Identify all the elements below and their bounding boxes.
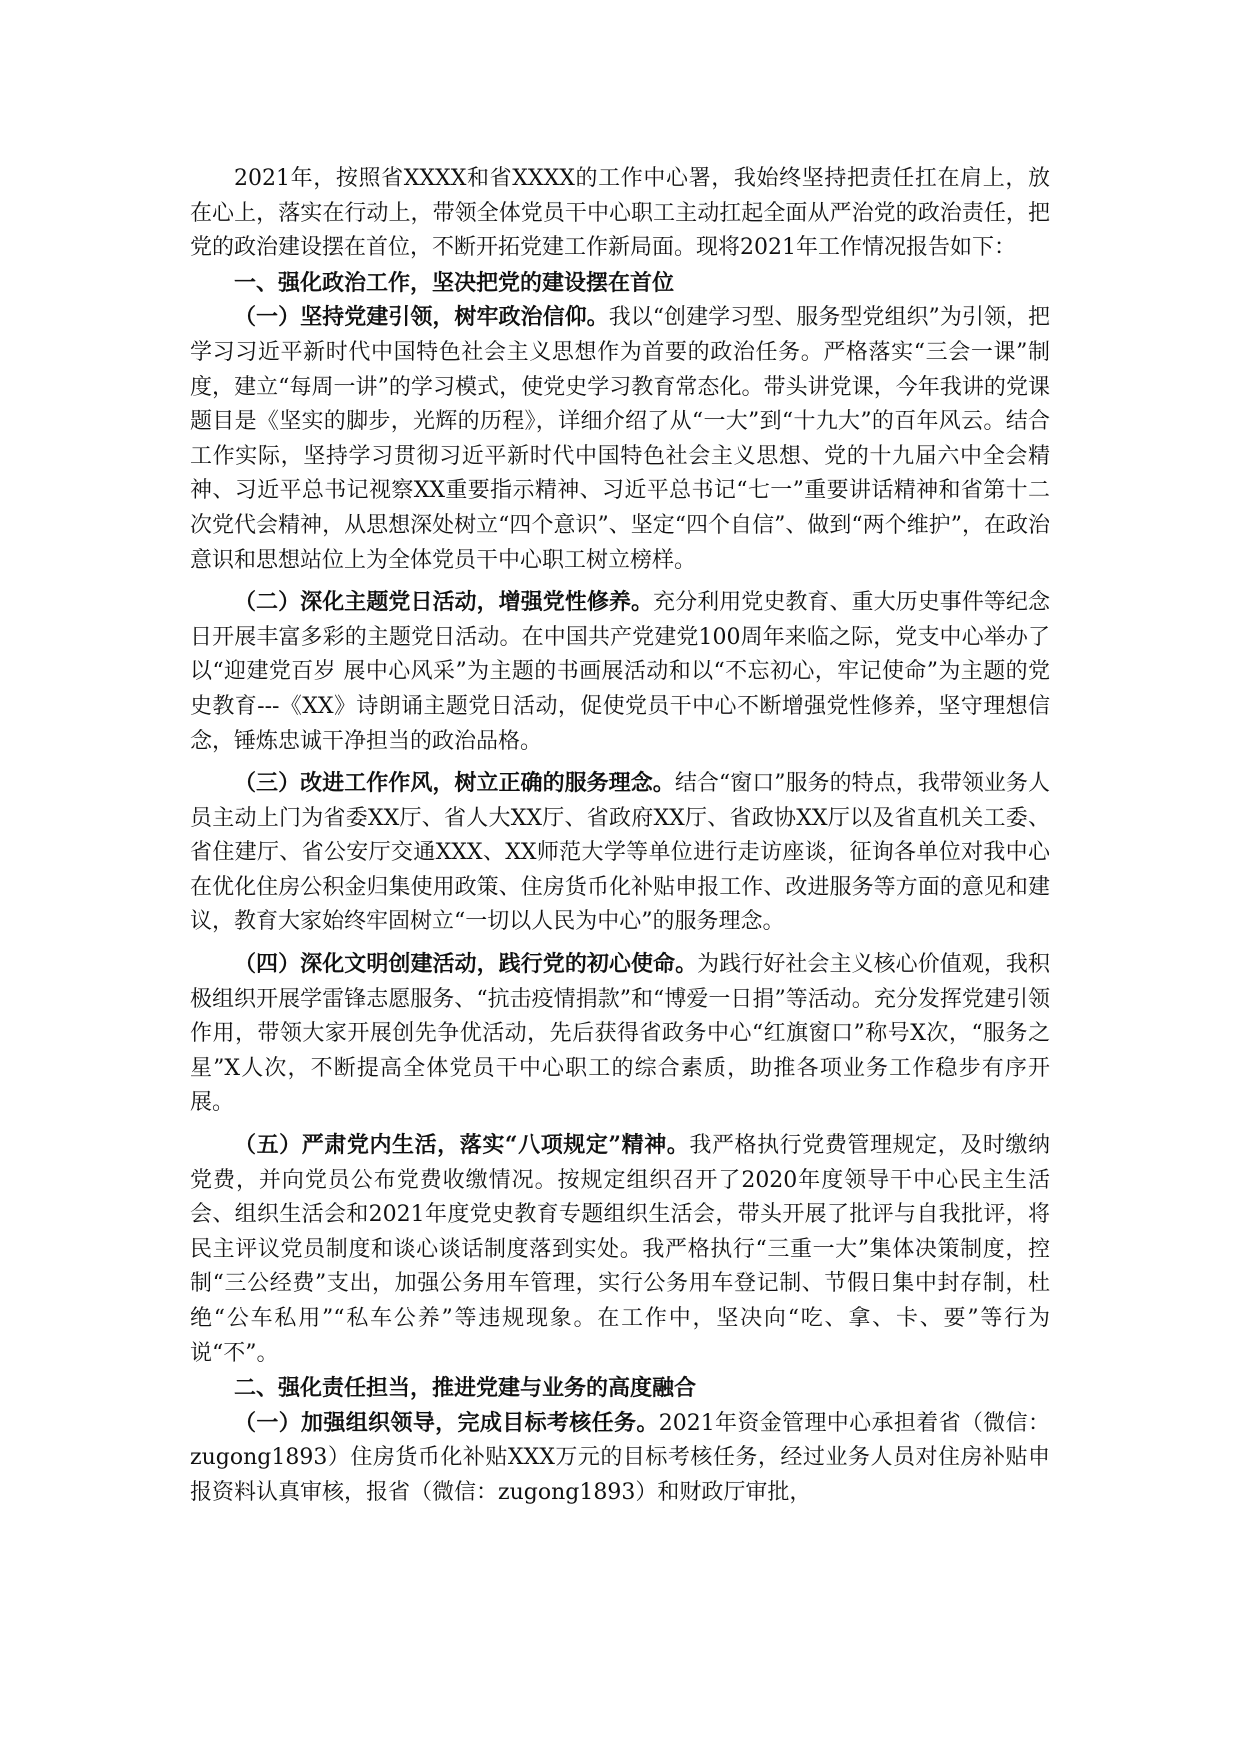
- document-page: [190, 162, 1050, 1511]
- section1-item-4: [190, 947, 1050, 1121]
- section1-item-5-body: 我严格执行党费管理规定，及时缴纳党费，并向党员公布党费收缴情况。按规定组织召开了2020年度领导干中心民主生活会、组织生活会和2021年度党史教育专题组织生活会，带头开展了批评与自我批评，将民主评议党员制度和谈心谈话制度落到实处。我严格执行“三重一大”集体决策制度，控制“三公经费”支出，加强公务用车管理，实行公务用车登记制、节假日集中封存制，杜绝“公车私用”“私车公养”等违规现象。在工作中，坚决向“吃、拿、卡、要”等行为说“不”。: [190, 1133, 1050, 1366]
- section1-item-3-lead: （三）改进工作作风，树立正确的服务理念。: [234, 770, 675, 797]
- section1-title: 一、强化政治工作，坚决把党的建设摆在首位: [234, 269, 675, 296]
- section1-item-3: [190, 766, 1050, 940]
- section1-item-2-lead: （二）深化主题党日活动，增强党性修养。: [234, 589, 654, 616]
- section1-item-1-body: 我以“创建学习型、服务型党组织”为引领，把学习习近平新时代中国特色社会主义思想作为首要的政治任务。严格落实“三会一课”制度，建立“每周一讲”的学习模式，使党史学习教育常态化。带头讲党课，今年我讲的党课题目是《坚实的脚步，光辉的历程》，详细介绍了从“一大”到“十九大”的百年风云。结合工作实际，坚持学习贯彻习近平新时代中国特色社会主义思想、党的十九届六中全会精神、习近平总书记视察XX重要指示精神、习近平总书记“七一”重要讲话精神和省第十二次党代会精神，从思想深处树立“四个意识”、坚定“四个自信”、做到“两个维护”，在政治意识和思想站位上为全体党员干中心职工树立榜样。: [190, 305, 1050, 573]
- section1-item-5-lead: （五）严肃党内生活，落实“八项规定”精神。: [234, 1132, 690, 1159]
- section1-item-2-body: 充分利用党史教育、重大历史事件等纪念日开展丰富多彩的主题党日活动。在中国共产党建党100周年来临之际，党支中心举办了以“迎建党百岁 展中心风采”为主题的书画展活动和以“不忘初心，牢记使命”为主题的党史教育---《XX》诗朗诵主题党日活动，促使党员干中心不断增强党性修养，坚守理想信念，锤炼忠诚干净担当的政治品格。: [190, 590, 1050, 754]
- section1-item-1-lead: （一）坚持党建引领，树牢政治信仰。: [234, 304, 609, 331]
- section1-item-1: [190, 300, 1050, 578]
- section2-item-1-lead: （一）加强组织领导，完成目标考核任务。: [234, 1409, 659, 1436]
- section1-item-2: [190, 585, 1050, 759]
- section1-item-5: [190, 1128, 1050, 1371]
- section1-item-3-body: 结合“窗口”服务的特点，我带领业务人员主动上门为省委XX厅、省人大XX厅、省政府XX厅、省政协XX厅以及省直机关工委、省住建厅、省公安厅交通XXX、XX师范大学等单位进行走访座谈，征询各单位对我中心在优化住房公积金归集使用政策、住房货币化补贴申报工作、改进服务等方面的意见和建议，教育大家始终牢固树立“一切以人民为中心”的服务理念。: [190, 771, 1050, 935]
- section1-item-4-lead: （四）深化文明创建活动，践行党的初心使命。: [234, 951, 698, 978]
- section1-item-4-body: 为践行好社会主义核心价值观，我积极组织开展学雷锋志愿服务、“抗击疫情捐款”和“博爱一日捐”等活动。充分发挥党建引领作用，带领大家开展创先争优活动，先后获得省政务中心“红旗窗口”称号X次，“服务之星”X人次，不断提高全体党员干中心职工的综合素质，助推各项业务工作稳步有序开展。: [190, 952, 1050, 1116]
- section2-item-1-body: 2021年资金管理中心承担着省（微信：zugong1893）住房货币化补贴XXX万元的目标考核任务，经过业务人员对住房补贴申报资料认真审核，报省（微信：zugong1893）和财政厅审批，: [190, 1410, 1050, 1505]
- intro-paragraph: 2021年，按照省XXXX和省XXXX的工作中心署，我始终坚持把责任扛在肩上，放在心上，落实在行动上，带领全体党员干中心职工主动扛起全面从严治党的政治责任，把党的政治建设摆在首位，不断开拓党建工作新局面。现将2021年工作情况报告如下：: [190, 166, 1050, 261]
- section2-title: 二、强化责任担当，推进党建与业务的高度融合: [234, 1375, 697, 1402]
- section2-item-1: [190, 1406, 1050, 1511]
